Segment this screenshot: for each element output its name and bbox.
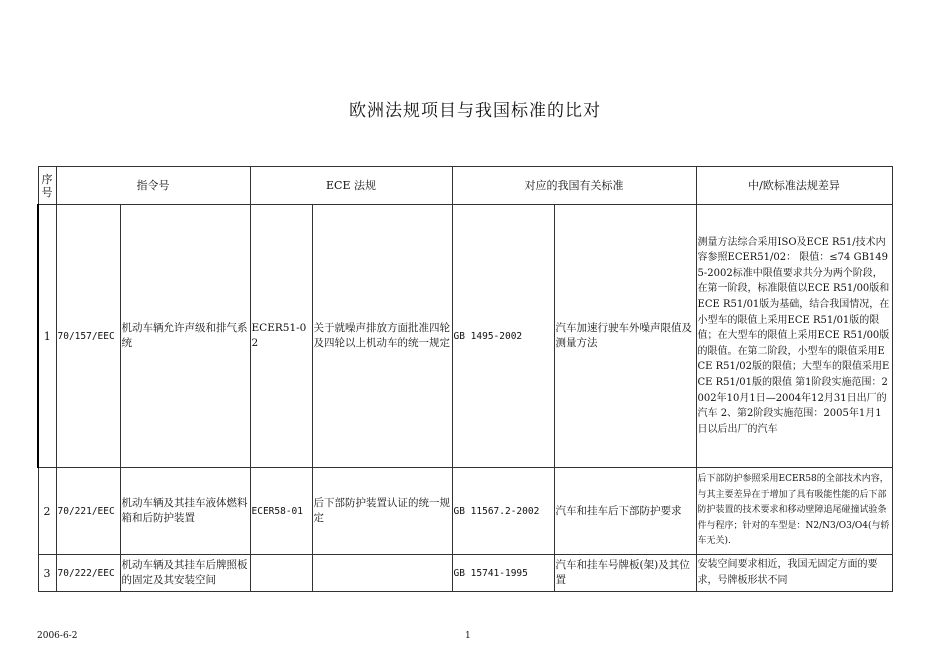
row-seq: 3 <box>38 555 56 592</box>
gb-number: GB 1495-2002 <box>452 205 554 468</box>
difference-text: 测量方法综合采用ISO及ECE R51/技术内容参照ECER51/02： 限值：≤74 GB1495-2002标准中限值要求共分为两个阶段，在第一阶段，标准限值以ECE R51/00版和ECE R51/01版为基础，结合我国情况，在小型车的限值上采用ECE R51/01版的限值；在大型车的限值上采用ECE R51/00版的限值。在第二阶段，小型车的限值采用ECE R51/02版的限值；大型车的限值采用ECE R51/01版的限值 第1阶段实施范围：2002年10月1日—2004年12月31日出厂的汽车 2、第2阶段实施范围：2005年1月1日以后出厂的汽车 <box>696 205 892 468</box>
gb-number: GB 15741-1995 <box>452 555 554 592</box>
difference-text: 后下部防护参照采用ECER58的全部技术内容，与其主要差异在于增加了具有吸能性能的后下部防护装置的技术要求和移动壁障追尾碰撞试验条件与程序；针对的车型是：N2/N3/O3/O4(与轿车无关). <box>696 468 892 555</box>
row-seq: 2 <box>38 468 56 555</box>
ece-number <box>250 555 312 592</box>
gb-name: 汽车和挂车后下部防护要求 <box>554 468 696 555</box>
page-number: 1 <box>465 631 471 641</box>
directive-name: 机动车辆允许声级和排气系统 <box>120 205 250 468</box>
gb-name: 汽车加速行驶车外噪声限值及测量方法 <box>554 205 696 468</box>
table-header-row <box>38 167 892 205</box>
ece-number: ECER58-01 <box>250 468 312 555</box>
directive-number: 70/157/EEC <box>56 205 120 468</box>
ece-name: 后下部防护装置认证的统一规定 <box>312 468 452 555</box>
directive-name: 机动车辆及其挂车液体燃料箱和后防护装置 <box>120 468 250 555</box>
document-title: 欧洲法规项目与我国标准的比对 <box>349 101 601 121</box>
header-diff: 中/欧标准法规差异 <box>696 167 892 205</box>
gb-number: GB 11567.2-2002 <box>452 468 554 555</box>
directive-number: 70/222/EEC <box>56 555 120 592</box>
ece-number: ECER51-02 <box>250 205 312 468</box>
header-directive: 指令号 <box>56 167 250 205</box>
row-seq: 1 <box>38 205 56 468</box>
directive-name: 机动车辆及其挂车后牌照板的固定及其安装空间 <box>120 555 250 592</box>
comparison-table <box>37 166 893 592</box>
ece-name: 关于就噪声排放方面批准四轮及四轮以上机动车的统一规定 <box>312 205 452 468</box>
header-ece: ECE 法规 <box>250 167 452 205</box>
footer-date: 2006-6-2 <box>37 631 78 641</box>
gb-name: 汽车和挂车号牌板(架)及其位置 <box>554 555 696 592</box>
header-seq: 序号 <box>38 167 56 205</box>
ece-name <box>312 555 452 592</box>
directive-number: 70/221/EEC <box>56 468 120 555</box>
difference-text: 安装空间要求相近，我国无固定方面的要求，号牌板形状不同 <box>696 555 892 592</box>
table-row <box>38 555 892 592</box>
header-gb: 对应的我国有关标准 <box>452 167 696 205</box>
table-row <box>38 205 892 468</box>
table-row <box>38 468 892 555</box>
